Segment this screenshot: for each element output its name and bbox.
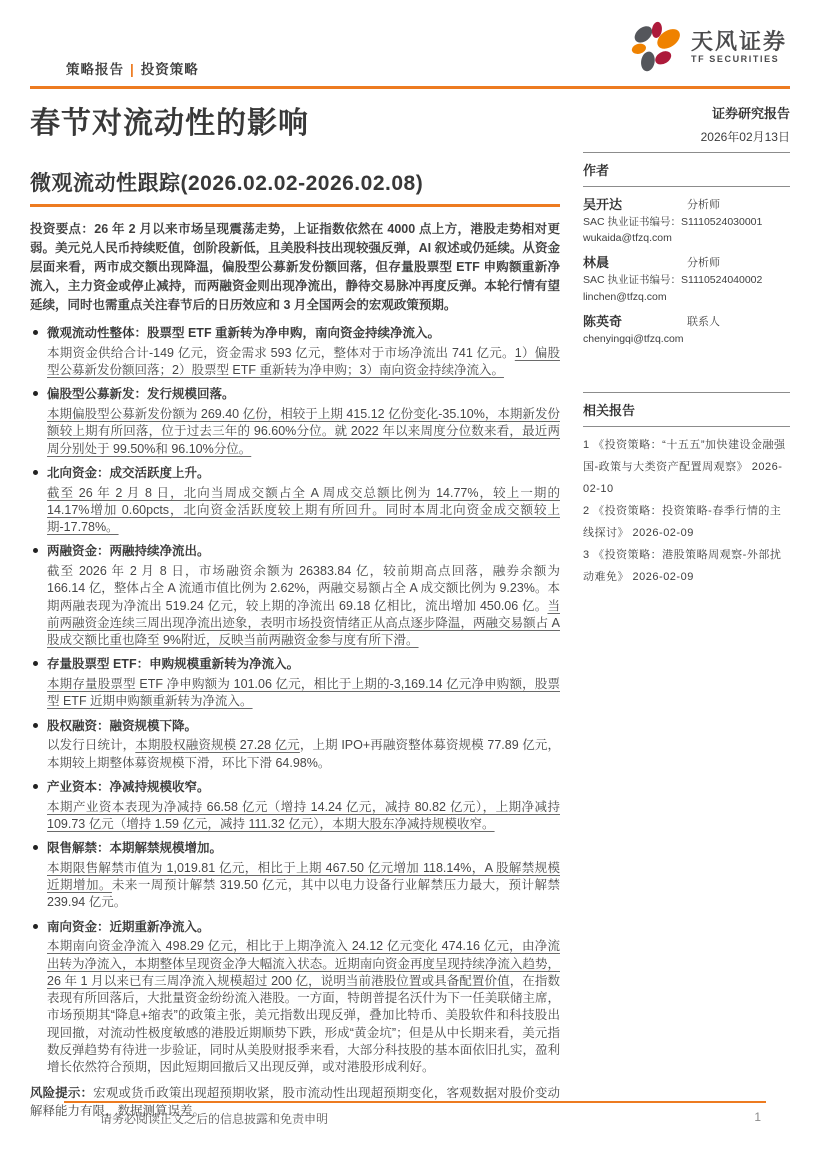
bullet-title-text: 北向资金：成交活跃度上升。 (47, 465, 210, 480)
bullet-body-segment: 本期股权融资规模 27.28 亿元 (135, 738, 300, 753)
sidebar-divider (583, 426, 790, 427)
bullet-title (30, 385, 560, 404)
author-name: 陈英奇 (583, 313, 623, 329)
bullet-title (30, 464, 560, 483)
bullet-item (30, 717, 560, 772)
bullet-body-segment: 本期南向资金净流入 498.29 亿元，相比于上期净流入 24.12 亿元变化 474.16 亿元，由净流出转为净流入，本期整体呈现资金净大幅流入状态。近期南向资金再度呈现持续净流入趋势，26 年 1 月以来已有三周净流入规模超过 200 亿，说明当前港股位置或具备配置价值 (47, 939, 560, 988)
bullet-item (30, 324, 560, 379)
report-type-label: 证券研究报告 (711, 106, 790, 121)
logo-text (691, 30, 787, 64)
bullet-body (30, 485, 560, 537)
bullet-dot-icon (33, 391, 38, 396)
author-email: wukaida@tfzq.com (583, 232, 672, 245)
main-column (30, 89, 560, 1121)
related-reports-block (583, 392, 790, 588)
sidebar (583, 89, 790, 1121)
author-name: 吴开达 (583, 197, 623, 212)
bullet-body (30, 938, 560, 1076)
tf-securities-logo (629, 20, 787, 74)
tf-logo-petals-icon (629, 20, 683, 74)
author-email: linchen@tfzq.com (583, 290, 667, 303)
author-cert-number: SAC 执业证书编号：S1110524030001 (583, 216, 763, 228)
author-name-row (583, 194, 790, 213)
category-right: 投资策略 (140, 62, 199, 77)
bullet-title-text: 股权融资：融资规模下降。 (47, 718, 198, 733)
bullet-title-text: 南向资金：近期重新净流入。 (47, 919, 210, 934)
bullet-body (30, 406, 560, 458)
bullet-dot-icon (33, 548, 38, 553)
author-entry (583, 194, 790, 245)
bullet-title (30, 542, 560, 561)
bullet-body-segment: 截至 26 年 2 月 8 日，北向当周成交额占全 A 周成交总额比例为 14.77%，较上一期的 14.17%增加 0.60pcts，北向资金活跃度较上期有所回升。同时本周北向资金成交额较上期-17.78%。 (47, 485, 560, 534)
section-title: 微观流动性跟踪(2026.02.02-2026.02.08) (30, 172, 424, 195)
bullet-body-segment: ，上期 IPO+再融资整体募资规模 77.89 亿元，本期较上期整体募资规模下滑，环比下滑 64.98%。 (47, 738, 560, 770)
bullet-body (30, 345, 560, 380)
bullet-title-text: 两融资金：两融持续净流出。 (47, 544, 210, 559)
related-reports-label: 相关报告 (583, 402, 636, 418)
report-category (66, 58, 199, 80)
sidebar-divider (583, 186, 790, 187)
author-name-row (583, 252, 790, 271)
bullet-dot-icon (33, 661, 38, 666)
author-email: chenyingqi@tfzq.com (583, 332, 684, 345)
bullet-title (30, 655, 560, 674)
bullet-body-segment: 截至 2026 年 2 月 8 日，市场融资余额为 26383.84 亿，较前期高点回落，融券余额为 166.14 亿，整体占全 A 流通市值比例为 2.62%，两融交易额占全 A 成交额比例为 9.23%。本期两融表现为净流出 519.24 亿元，较上期的净流出 69.18 亿相比，流出增加 450.06 亿。 (47, 564, 560, 613)
author-role: 分析师 (687, 257, 720, 270)
bullet-dot-icon (33, 723, 38, 728)
bullet-body (30, 799, 560, 834)
bullet-dot-icon (33, 924, 38, 929)
related-report-item: 1 《投资策略：“十五五”加快建设金融强国-政策与大类资产配置周观察》 2026-02-10 (583, 438, 786, 495)
authors-label: 作者 (583, 163, 610, 178)
author-name: 林晨 (583, 255, 610, 271)
bullet-body (30, 563, 560, 649)
bullet-body (30, 860, 560, 912)
bullet-body-segment: 本期资金供给合计-149 亿元，资金需求 593 亿元，整体对于市场净流出 741 亿元。 (47, 345, 515, 360)
logo-en-name: TF SECURITIES (690, 54, 780, 65)
sidebar-divider (583, 392, 790, 393)
bullet-item (30, 839, 560, 912)
bullet-body-segment: 以发行日统计， (47, 738, 136, 753)
authors-list (583, 194, 790, 346)
author-entry (583, 252, 790, 303)
bullet-body (30, 737, 560, 772)
bullet-title (30, 918, 560, 937)
author-role: 分析师 (687, 199, 720, 211)
risk-text: 宏观或货币政策出现超预期收紧，股市流动性出现超预期变化，客观数据对股价变动解释能力有限，数据测算误差。 (30, 1086, 560, 1119)
section-divider (30, 204, 560, 207)
related-report-item: 2 《投资策略：投资策略-春季行情的主线探讨》 2026-02-09 (583, 504, 782, 539)
bullet-title-text: 微观流动性整体：股票型 ETF 重新转为净申购，南向资金持续净流入。 (47, 326, 441, 340)
bullet-dot-icon (33, 784, 38, 789)
logo-cn-name: 天风证券 (690, 28, 787, 54)
bullet-body-segment: 本期限售解禁市值为 1,019.81 亿元，相比于上期 467.50 亿元增加 118.14%，A 股解禁规模近期增加。 (47, 860, 560, 892)
bullet-body-segment: 本期偏股型公募新发份额为 269.40 亿份，相较于上期 415.12 亿份变化-35.10%，本期新发份额较上期有所回落，位于过去三年的 96.60%分位。就 2022 年以来周度分位数来看，最近两周分别处于 99.50%和 96.10%分位。 (47, 407, 560, 456)
bullet-item (30, 655, 560, 710)
bullet-item (30, 778, 560, 833)
category-separator: | (130, 62, 135, 77)
bullet-dot-icon (33, 845, 38, 850)
bullet-body-segment: 1）偏股型公募新发份额回落；2）股票型 ETF 重新转为净申购；3）南向资金持续净流入。 (47, 345, 560, 377)
bullet-title-text: 限售解禁：本期解禁规模增加。 (47, 841, 223, 855)
footer-divider (64, 1101, 766, 1103)
related-reports-list (583, 434, 790, 588)
page-title: 春节对流动性的影响 (30, 107, 309, 140)
bullet-item (30, 542, 560, 649)
bullet-body-segment: 本期存量股票型 ETF 净申购额为 101.06 亿元，相比于上期的-3,169.14 亿元净申购额，股票型 ETF 近期申购额重新转为净流入。 (47, 677, 560, 709)
footer-disclaimer: 请务必阅读正文之后的信息披露和免责申明 (100, 1112, 329, 1126)
bullet-item (30, 918, 560, 1077)
bullet-body-segment: 未来一周预计解禁 319.50 亿元，其中以电力设备行业解禁压力最大，预计解禁 239.94 亿元。 (47, 878, 560, 910)
author-cert-number: SAC 执业证书编号：S1110524040002 (583, 274, 763, 287)
bullet-body-segment: 当前两融资金连续三周出现净流出迹象，表明市场投资情绪正从高点逐步降温，两融交易额占 A 股成交额比重也降至 9%附近，反映当前两融资金参与度有所下滑。 (47, 598, 560, 647)
summary-text: 26 年 2 月以来市场呈现震荡走势，上证指数依然在 4000 点上方，港股走势相对更弱。美元兑人民币持续贬值，创阶段新低，且美股科技出现较强反弹，AI 叙述或仍延续。从资金层面来看，两市成交额出现降温，偏股型公募新发份额回落，但存量股票型 ETF 申购额重新净流入，主力资金或停止减持，而两融资金则出现净流出，静待交易脉冲再度反弹。本轮行情有望延续，同时也需重点关注春节后的日历效应和 3 月全国两会的宏观政策预期。 (30, 222, 560, 312)
related-report-item: 3 《投资策略：港股策略周观察-外部扰动难免》 2026-02-09 (583, 548, 782, 583)
bullet-body-segment: ，在指数表现有所回落后，大批量资金纷纷流入港股。一方面，特朗普提名沃什为下一任美联储主席，市场预期其“降息+缩表”的政策主张，美元指数出现反弹，叠加比特币、美股软件和科技股出现回撤，对流动性极度敏感的港股近期顺势下跌，形成“黄金坑”；但是从中长期来看，美元指数反弹趋势有待进一步验证，同时从美股财报季来看，大部分科技股的基本面依旧扎实，盈利增长依然符合预期，因此短期回撤后又出现反弹，或对港股形成利好。 (47, 973, 560, 1074)
bullet-title (30, 717, 560, 736)
bullet-title-text: 存量股票型 ETF：申购规模重新转为净流入。 (47, 657, 300, 672)
author-role: 联系人 (687, 315, 720, 328)
author-entry (583, 311, 790, 346)
bullet-dot-icon (33, 330, 38, 335)
bullet-item (30, 464, 560, 537)
page-number: 1 (754, 1110, 761, 1124)
bullet-item (30, 385, 560, 458)
summary-paragraph (30, 220, 560, 315)
sidebar-divider (583, 152, 790, 153)
bullet-title (30, 324, 560, 343)
bullet-body-segment: 本期产业资本表现为净减持 66.58 亿元（增持 14.24 亿元，减持 80.82 亿元），上期净减持 109.73 亿元（增持 1.59 亿元，减持 111.32 亿元），本期大股东净减持规模收窄。 (47, 799, 560, 831)
bullet-title (30, 839, 560, 858)
bullet-list (30, 324, 560, 1076)
bullet-dot-icon (33, 470, 38, 475)
bullet-title (30, 778, 560, 797)
content-area (0, 89, 827, 1121)
category-left: 策略报告 (66, 62, 124, 77)
author-name-row (583, 311, 790, 330)
summary-label: 投资要点： (30, 222, 95, 236)
report-date: 2026年02月13日 (700, 130, 790, 144)
bullet-body (30, 676, 560, 711)
bullet-title-text: 产业资本：净减持规模收窄。 (47, 779, 210, 794)
page-header (0, 0, 827, 86)
bullet-title-text: 偏股型公募新发：发行规模回落。 (47, 387, 235, 402)
risk-label: 风险提示： (30, 1086, 94, 1101)
